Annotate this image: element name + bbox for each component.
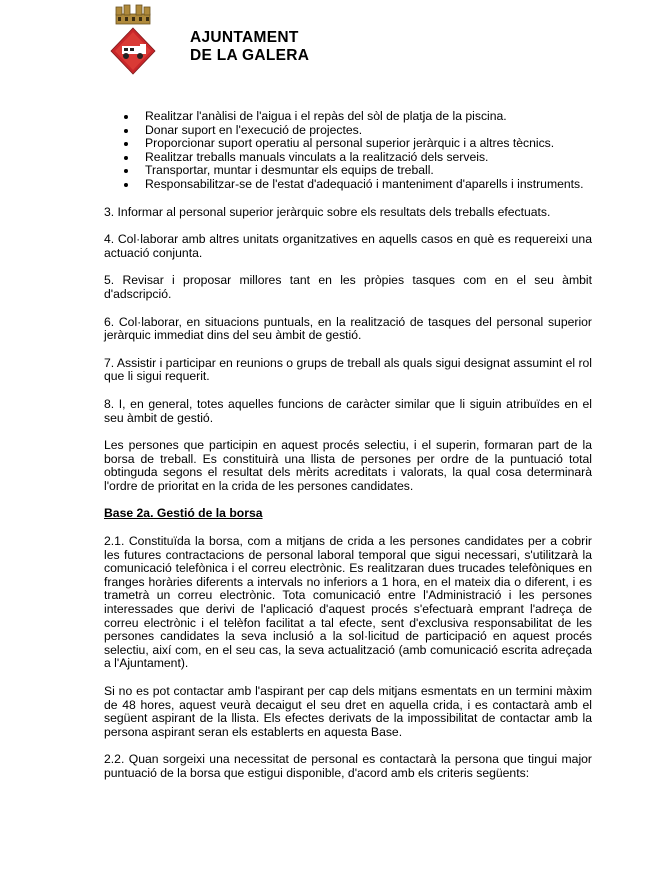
paragraph-borsa: Les persones que participin en aquest procés selectiu, i el superin, formaran part de la borsa de treball. Es constituirà una llista de persones per ordre de la puntuació total obtinguda segons el resultat dels mèrits acreditats i valorats, la qual cosa determinarà l'ordre de prioritat en la crida de les persones candidates.: [104, 438, 592, 493]
organization-name: [190, 29, 309, 65]
paragraph-2-1: 2.1. Constituïda la borsa, com a mitjans de crida a les persones candidates per a cobrir les futures contractacions de personal laboral temporal que sigui necessari, s'utilitzarà la comunicació telefònica i el correu electrònic. Es realitzaran dues trucades telefòniques en franges horàries diferents a intervals no inferiors a 1 hora, en el mateix dia o diferent, i es trametrà un correu electrònic. Tota comunicació entre l'Administració i les persones interessades que derivi de l'aplicació d'aquest procés s'efectuarà emprant l'adreça de correu electrònic i el telèfon facilitat a tal efecte, sent d'exclusiva responsabilitat de les persones candidates la seva inclusió a la sol·licitud de participació en aquest procés selectiu, així com, en el seu cas, la seva actualització (amb comunicació escrita adreçada a l'Ajuntament).: [104, 534, 592, 671]
bullet-item: Realitzar l'anàlisi de l'aigua i el repàs del sòl de platja de la piscina.: [104, 110, 592, 124]
section-heading-base-2a: Base 2a. Gestió de la borsa: [104, 506, 263, 521]
paragraph-2-2: 2.2. Quan sorgeixi una necessitat de personal es contactarà la persona que tingui major puntuació de la borsa que estigui disponible, d'acord amb els criteris següents:: [104, 752, 592, 780]
bullet-icon: [124, 183, 128, 187]
bullet-icon: [124, 169, 128, 173]
bullet-item: Realitzar treballs manuals vinculats a la realització dels serveis.: [104, 151, 592, 165]
bullet-item: Donar suport en l'execució de projectes.: [104, 124, 592, 138]
paragraph-7: 7. Assistir i participar en reunions o grups de treball als quals sigui designat assumint el rol que li sigui requerit.: [104, 355, 592, 384]
organization-name-line1: AJUNTAMENT: [190, 29, 299, 46]
bullet-icon: [124, 115, 128, 119]
coat-of-arms-logo: [110, 4, 156, 76]
paragraph-6: 6. Col·laborar, en situacions puntuals, en la realització de tasques del personal superior jeràrquic immediat dins del seu àmbit de gestió.: [104, 314, 592, 343]
paragraph-8: 8. I, en general, totes aquelles funcions de caràcter similar que li siguin atribuïdes en el seu àmbit de gestió.: [104, 396, 592, 425]
bullet-item: Responsabilitzar-se de l'estat d'adequació i manteniment d'aparells i instruments.: [104, 178, 592, 192]
paragraph-4: 4. Col·laborar amb altres unitats organitzatives en aquells casos en què es requereixi una actuació conjunta.: [104, 232, 592, 260]
bullet-icon: [124, 129, 128, 133]
paragraph-3: 3. Informar al personal superior jeràrquic sobre els resultats dels treballs efectuats.: [104, 204, 551, 219]
organization-name-line2: DE LA GALERA: [190, 47, 310, 64]
bullet-item: Transportar, muntar i desmuntar els equips de treball.: [104, 164, 592, 178]
paragraph-5: 5. Revisar i proposar millores tant en les pròpies tasques com en el seu àmbit d'adscripció.: [104, 273, 592, 301]
bullet-item: Proporcionar suport operatiu al personal superior jeràrquic i a altres tècnics.: [104, 137, 592, 151]
task-bullet-list: [104, 110, 592, 192]
document-body: [104, 110, 592, 781]
paragraph-contact: Si no es pot contactar amb l'aspirant per cap dels mitjans esmentats en un termini màxim de 48 hores, aquest veurà decaigut el seu dret en aquella crida, i es contactarà amb el següent aspirant de la llista. Els efectes derivats de la impossibilitat de contactar amb la persona aspirant seran els establerts en aquesta Base.: [104, 684, 592, 739]
bullet-icon: [124, 142, 128, 146]
bullet-icon: [124, 156, 128, 160]
